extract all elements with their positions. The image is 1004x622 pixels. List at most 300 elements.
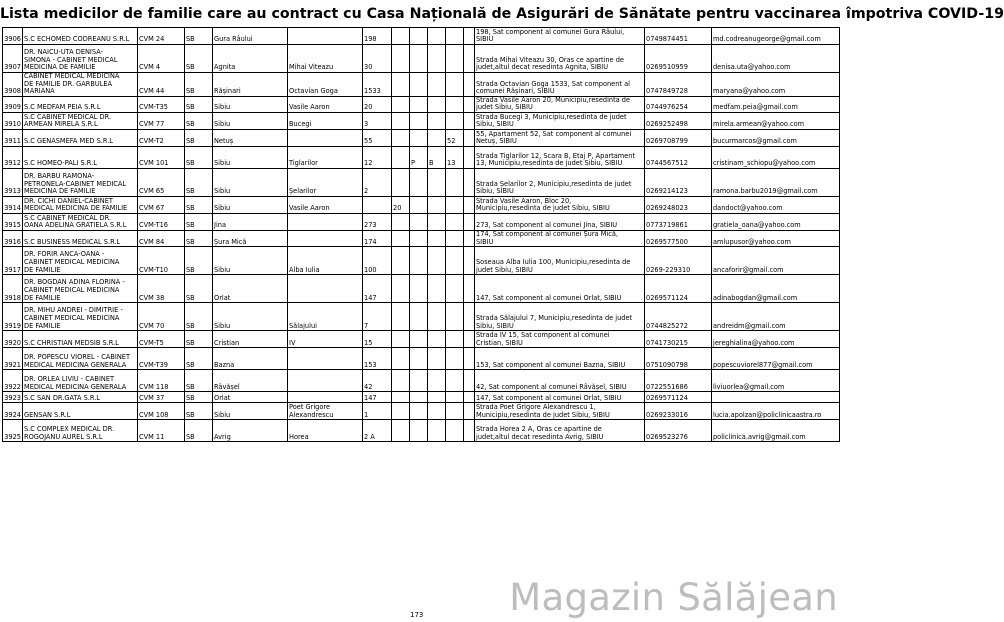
table-row (3, 420, 840, 442)
block (392, 146, 410, 168)
county: SB (185, 370, 213, 392)
email: jereghialina@yahoo.com (712, 331, 840, 348)
block (392, 303, 410, 331)
street (288, 129, 363, 146)
phone: 0773719861 (645, 213, 712, 230)
apartment (446, 247, 464, 275)
county: SB (185, 230, 213, 246)
county: SB (185, 28, 213, 45)
street-number: 2 (363, 168, 392, 196)
table-row (3, 403, 840, 420)
locality: Avrig (213, 420, 288, 442)
staircase (410, 403, 428, 420)
street (288, 230, 363, 246)
apartment (446, 392, 464, 403)
county: SB (185, 392, 213, 403)
full-address: 55, Apartament 52, Sat component al comunei Netuș, SIBIU (475, 129, 645, 146)
contract-code: CVM-T35 (138, 96, 185, 112)
street-number (363, 196, 392, 213)
block (392, 230, 410, 246)
staircase (410, 96, 428, 112)
street: Horea (288, 420, 363, 442)
street-number: 1 (363, 403, 392, 420)
phone: 0744567512 (645, 146, 712, 168)
block (392, 370, 410, 392)
provider-name: S.C HOMEO-PALI S.R.L (23, 146, 138, 168)
table-row (3, 392, 840, 403)
table-row (3, 348, 840, 370)
full-address: 147, Sat component al comunei Orlat, SIBIU (475, 392, 645, 403)
street-number: 1533 (363, 73, 392, 97)
full-address: Strada Mihai Viteazu 30, Oras ce apartine de judet,altul decat resedinta Agnita, SIBIU (475, 45, 645, 73)
county: SB (185, 247, 213, 275)
provider-name: S.C CHRISTIAN MEDSIB S.R.L (23, 331, 138, 348)
staircase (410, 213, 428, 230)
full-address: 42, Sat component al comunei Râvășel, SIBIU (475, 370, 645, 392)
contract-code: CVM 37 (138, 392, 185, 403)
contract-code: CVM 77 (138, 112, 185, 129)
apartment (446, 370, 464, 392)
floor (428, 275, 446, 303)
apartment (446, 96, 464, 112)
table-row (3, 247, 840, 275)
table-row (3, 112, 840, 129)
locality: Sibiu (213, 303, 288, 331)
full-address: 273, Sat component al comunei Jina, SIBIU (475, 213, 645, 230)
street-number: 273 (363, 213, 392, 230)
block (392, 168, 410, 196)
row-number: 3915 (3, 213, 23, 230)
row-number: 3914 (3, 196, 23, 213)
phone: 0269523276 (645, 420, 712, 442)
email: amlupusor@yahoo.com (712, 230, 840, 246)
extra-cell (464, 230, 475, 246)
staircase (410, 28, 428, 45)
street-number: 20 (363, 96, 392, 112)
table-row (3, 230, 840, 246)
block (392, 403, 410, 420)
full-address: Strada Bucegi 3, Municipiu,resedinta de judet Sibiu, SIBIU (475, 112, 645, 129)
table-row (3, 370, 840, 392)
street-number: 12 (363, 146, 392, 168)
staircase: P (410, 146, 428, 168)
full-address: Strada Vasile Aaron 20, Municipiu,resedinta de judet Sibiu, SIBIU (475, 96, 645, 112)
phone: 0269571124 (645, 392, 712, 403)
doctors-table (2, 27, 840, 442)
street-number: 147 (363, 392, 392, 403)
street: Șelarilor (288, 168, 363, 196)
email: liviuorlea@gmail.com (712, 370, 840, 392)
phone: 0722551686 (645, 370, 712, 392)
street: Vasile Aaron (288, 196, 363, 213)
county: SB (185, 331, 213, 348)
floor (428, 420, 446, 442)
extra-cell (464, 303, 475, 331)
county: SB (185, 403, 213, 420)
page-number: 173 (410, 611, 424, 619)
contract-code: CVM 24 (138, 28, 185, 45)
extra-cell (464, 196, 475, 213)
provider-name: DR. POPESCU VIOREL - CABINET MEDICAL MEDICINA GENERALA (23, 348, 138, 370)
phone: 0749874451 (645, 28, 712, 45)
page-title: Lista medicilor de familie care au contract cu Casa Națională de Asigurări de Sănătate pentru vaccinarea împotriva COVID-19 (0, 6, 1004, 22)
street: Sălajului (288, 303, 363, 331)
email: popescuviorel877@gmail.com (712, 348, 840, 370)
floor (428, 129, 446, 146)
apartment (446, 213, 464, 230)
provider-name: S.C COMPLEX MEDICAL DR. ROGOJANU AUREL S.R.L (23, 420, 138, 442)
phone: 0744825272 (645, 303, 712, 331)
extra-cell (464, 403, 475, 420)
email: mirela.armean@yahoo.com (712, 112, 840, 129)
locality: Orlat (213, 392, 288, 403)
phone: 0269233016 (645, 403, 712, 420)
locality: Jina (213, 213, 288, 230)
full-address: Strada Tiglarilor 12, Scara B, Etaj P, Apartament 13, Municipiu,resedinta de judet Sibiu, SIBIU (475, 146, 645, 168)
block (392, 247, 410, 275)
watermark-text: Magazin Sălăjean (509, 576, 838, 619)
contract-code: CVM-T16 (138, 213, 185, 230)
street: Bucegi (288, 112, 363, 129)
staircase (410, 73, 428, 97)
apartment (446, 348, 464, 370)
row-number: 3908 (3, 73, 23, 97)
contract-code: CVM 101 (138, 146, 185, 168)
county: SB (185, 112, 213, 129)
email: medfam.peia@gmail.com (712, 96, 840, 112)
row-number: 3922 (3, 370, 23, 392)
row-number: 3909 (3, 96, 23, 112)
row-number: 3917 (3, 247, 23, 275)
row-number: 3906 (3, 28, 23, 45)
block (392, 348, 410, 370)
extra-cell (464, 275, 475, 303)
floor (428, 112, 446, 129)
phone: 0269214123 (645, 168, 712, 196)
extra-cell (464, 129, 475, 146)
row-number: 3913 (3, 168, 23, 196)
phone: 0269252498 (645, 112, 712, 129)
staircase (410, 129, 428, 146)
county: SB (185, 73, 213, 97)
contract-code: CVM-T39 (138, 348, 185, 370)
street (288, 370, 363, 392)
staircase (410, 303, 428, 331)
contract-code: CVM 67 (138, 196, 185, 213)
extra-cell (464, 73, 475, 97)
floor (428, 303, 446, 331)
row-number: 3921 (3, 348, 23, 370)
apartment (446, 28, 464, 45)
floor: B (428, 146, 446, 168)
provider-name: DR. NAICU-UTA DENISA- SIMONA - CABINET MEDICAL MEDICINA DE FAMILIE (23, 45, 138, 73)
provider-name: GENSAN S.R.L (23, 403, 138, 420)
contract-code: CVM-T5 (138, 331, 185, 348)
provider-name: S.C SAN DR.GATA S.R.L (23, 392, 138, 403)
table-row (3, 28, 840, 45)
locality: Sibiu (213, 112, 288, 129)
block (392, 420, 410, 442)
table-row (3, 45, 840, 73)
floor (428, 230, 446, 246)
table-row (3, 303, 840, 331)
street-number: 7 (363, 303, 392, 331)
full-address: 147, Sat component al comunei Orlat, SIBIU (475, 275, 645, 303)
staircase (410, 348, 428, 370)
county: SB (185, 146, 213, 168)
provider-name: DR. BARBU RAMONA- PETRONELA-CABINET MEDICAL MEDICINA DE FAMILIE (23, 168, 138, 196)
street-number: 42 (363, 370, 392, 392)
apartment (446, 403, 464, 420)
provider-name: DR. ORLEA LIVIU - CABINET MEDICAL MEDICINA GENERALA (23, 370, 138, 392)
street: Vasile Aaron (288, 96, 363, 112)
staircase (410, 331, 428, 348)
floor (428, 392, 446, 403)
street: Poet Grigore Alexandrescu (288, 403, 363, 420)
floor (428, 370, 446, 392)
row-number: 3923 (4, 393, 21, 402)
table-row (3, 213, 840, 230)
extra-cell (464, 420, 475, 442)
contract-code: CVM 108 (138, 403, 185, 420)
provider-name: S.C ECHOMED CODREANU S.R.L (23, 28, 138, 45)
table-row (3, 96, 840, 112)
provider-name: S.C CABINET MEDICAL DR. OANA ADELINA GRATIELA S.R.L (23, 213, 138, 230)
extra-cell (464, 96, 475, 112)
county: SB (185, 96, 213, 112)
county: SB (185, 348, 213, 370)
street: Alba Iulia (288, 247, 363, 275)
street (288, 348, 363, 370)
apartment (446, 112, 464, 129)
phone: 0269248023 (645, 196, 712, 213)
staircase (410, 168, 428, 196)
extra-cell (464, 45, 475, 73)
locality: Sibiu (213, 196, 288, 213)
contract-code: CVM 84 (138, 230, 185, 246)
provider-name: S.C MEDFAM PEIA S.R.L (23, 96, 138, 112)
full-address: 153, Sat component al comunei Bazna, SIBIU (475, 348, 645, 370)
row-number: 3916 (3, 230, 23, 246)
street-number: 30 (363, 45, 392, 73)
email: cristinam_schiopu@yahoo.com (712, 146, 840, 168)
full-address: 174, Sat component al comunei Șura Mică, SIBIU (475, 230, 645, 246)
contract-code: CVM 65 (138, 168, 185, 196)
email: maryana@yahoo.com (712, 73, 840, 97)
county: SB (185, 129, 213, 146)
apartment (446, 420, 464, 442)
block (392, 112, 410, 129)
full-address: Strada Octavian Goga 1533, Sat component al comunei Rășinari, SIBIU (475, 73, 645, 97)
provider-name: S.C GENASMEFA MED S.R.L (23, 129, 138, 146)
floor (428, 213, 446, 230)
floor (428, 403, 446, 420)
extra-cell (464, 392, 475, 403)
staircase (410, 196, 428, 213)
street-number: 2 A (363, 420, 392, 442)
provider-name: S.C CABINET MEDICAL DR. ARMEAN MIRELA S.R.L (23, 112, 138, 129)
floor (428, 331, 446, 348)
staircase (410, 45, 428, 73)
phone: 0269571124 (645, 275, 712, 303)
street: IV (288, 331, 363, 348)
county: SB (185, 303, 213, 331)
staircase (410, 112, 428, 129)
floor (428, 28, 446, 45)
apartment: 52 (446, 129, 464, 146)
email: md.codreanugeorge@gmail.com (712, 28, 840, 45)
block (392, 213, 410, 230)
row-number: 3911 (3, 129, 23, 146)
table-row (3, 168, 840, 196)
extra-cell (464, 28, 475, 45)
email: policlinica.avrig@gmail.com (712, 420, 840, 442)
street-number: 153 (363, 348, 392, 370)
floor (428, 196, 446, 213)
row-number: 3918 (3, 275, 23, 303)
apartment (446, 303, 464, 331)
phone: 0751090798 (645, 348, 712, 370)
full-address: Strada IV 15, Sat component al comunei Cristian, SIBIU (475, 331, 645, 348)
street-number: 147 (363, 275, 392, 303)
locality: Orlat (213, 275, 288, 303)
apartment: 13 (446, 146, 464, 168)
locality: Sibiu (213, 168, 288, 196)
email: lucia.apolzan@policlinicaastra.ro (712, 403, 840, 420)
staircase (410, 230, 428, 246)
block (392, 28, 410, 45)
contract-code: CVM-T10 (138, 247, 185, 275)
block (392, 392, 410, 403)
street: Octavian Goga (288, 73, 363, 97)
extra-cell (464, 112, 475, 129)
block (392, 275, 410, 303)
county: SB (185, 196, 213, 213)
row-number: 3907 (3, 45, 23, 73)
full-address: Strada Poet Grigore Alexandrescu 1, Municipiu,resedinta de judet Sibiu, SIBIU (475, 403, 645, 420)
floor (428, 73, 446, 97)
extra-cell (464, 348, 475, 370)
locality: Șura Mică (213, 230, 288, 246)
locality: Sibiu (213, 247, 288, 275)
provider-name: DR. FORIR ANCA-OANA - CABINET MEDICAL MEDICINA DE FAMILIE (23, 247, 138, 275)
apartment (446, 45, 464, 73)
county: SB (185, 275, 213, 303)
email: ancaforir@gmail.com (712, 247, 840, 275)
floor (428, 348, 446, 370)
contract-code: CVM 118 (138, 370, 185, 392)
staircase (410, 392, 428, 403)
extra-cell (464, 213, 475, 230)
locality: Râvășel (213, 370, 288, 392)
locality: Cristian (213, 331, 288, 348)
locality: Agnita (213, 45, 288, 73)
full-address: Strada Horea 2 A, Oras ce apartine de judet,altul decat resedinta Avrig, SIBIU (475, 420, 645, 442)
locality: Netuș (213, 129, 288, 146)
row-number: 3919 (3, 303, 23, 331)
table-body (3, 28, 840, 442)
apartment (446, 230, 464, 246)
phone: 0269510959 (645, 45, 712, 73)
phone: 0269577500 (645, 230, 712, 246)
apartment (446, 331, 464, 348)
extra-cell (464, 370, 475, 392)
email: denisa.uta@yahoo.com (712, 45, 840, 73)
extra-cell (464, 168, 475, 196)
full-address: Soseaua Alba Iulia 100, Municipiu,resedinta de judet Sibiu, SIBIU (475, 247, 645, 275)
contract-code: CVM 70 (138, 303, 185, 331)
email: gratiela_oana@yahoo.com (712, 213, 840, 230)
table-row (3, 146, 840, 168)
locality: Gura Râului (213, 28, 288, 45)
staircase (410, 247, 428, 275)
contract-code: CVM-T2 (138, 129, 185, 146)
table-row (3, 331, 840, 348)
street-number: 3 (363, 112, 392, 129)
provider-name: DR. BOGDAN ADINA FLORINA - CABINET MEDICAL MEDICINA DE FAMILIE (23, 275, 138, 303)
contract-code: CVM 44 (138, 73, 185, 97)
row-number: 3912 (3, 146, 23, 168)
row-number: 3910 (3, 112, 23, 129)
contract-code: CVM 4 (138, 45, 185, 73)
provider-name: S.C BUSINESS MEDICAL S.R.L (23, 230, 138, 246)
extra-cell (464, 146, 475, 168)
county: SB (185, 420, 213, 442)
street-number: 15 (363, 331, 392, 348)
extra-cell (464, 247, 475, 275)
floor (428, 45, 446, 73)
email: andreidm@gmail.com (712, 303, 840, 331)
street-number: 198 (363, 28, 392, 45)
locality: Sibiu (213, 146, 288, 168)
email (712, 392, 840, 403)
provider-name: DR. MIHU ANDREI - DIMITRIE - CABINET MEDICAL MEDICINA DE FAMILIE (23, 303, 138, 331)
block (392, 96, 410, 112)
phone: 0741730215 (645, 331, 712, 348)
extra-cell (464, 331, 475, 348)
apartment (446, 196, 464, 213)
row-number: 3925 (3, 420, 23, 442)
apartment (446, 275, 464, 303)
phone: 0747849728 (645, 73, 712, 97)
floor (428, 96, 446, 112)
street (288, 275, 363, 303)
phone: 0269708799 (645, 129, 712, 146)
county: SB (185, 213, 213, 230)
block (392, 331, 410, 348)
contract-code: CVM 11 (138, 420, 185, 442)
phone: 0269-229310 (645, 247, 712, 275)
table-row (3, 73, 840, 97)
street: Mihai Viteazu (288, 45, 363, 73)
block: 20 (392, 196, 410, 213)
email: bucurmarcos@gmail.com (712, 129, 840, 146)
county: SB (185, 45, 213, 73)
locality: Sibiu (213, 403, 288, 420)
county: SB (185, 168, 213, 196)
email: ramona.barbu2019@gmail.com (712, 168, 840, 196)
email: dandoct@yahoo.com (712, 196, 840, 213)
street: Tiglarilor (288, 146, 363, 168)
block (392, 73, 410, 97)
full-address: Strada Sălajului 7, Municipiu,resedinta de judet Sibiu, SIBIU (475, 303, 645, 331)
locality: Bazna (213, 348, 288, 370)
staircase (410, 370, 428, 392)
floor (428, 247, 446, 275)
phone: 0744976254 (645, 96, 712, 112)
contract-code: CVM 38 (138, 275, 185, 303)
table-row (3, 196, 840, 213)
